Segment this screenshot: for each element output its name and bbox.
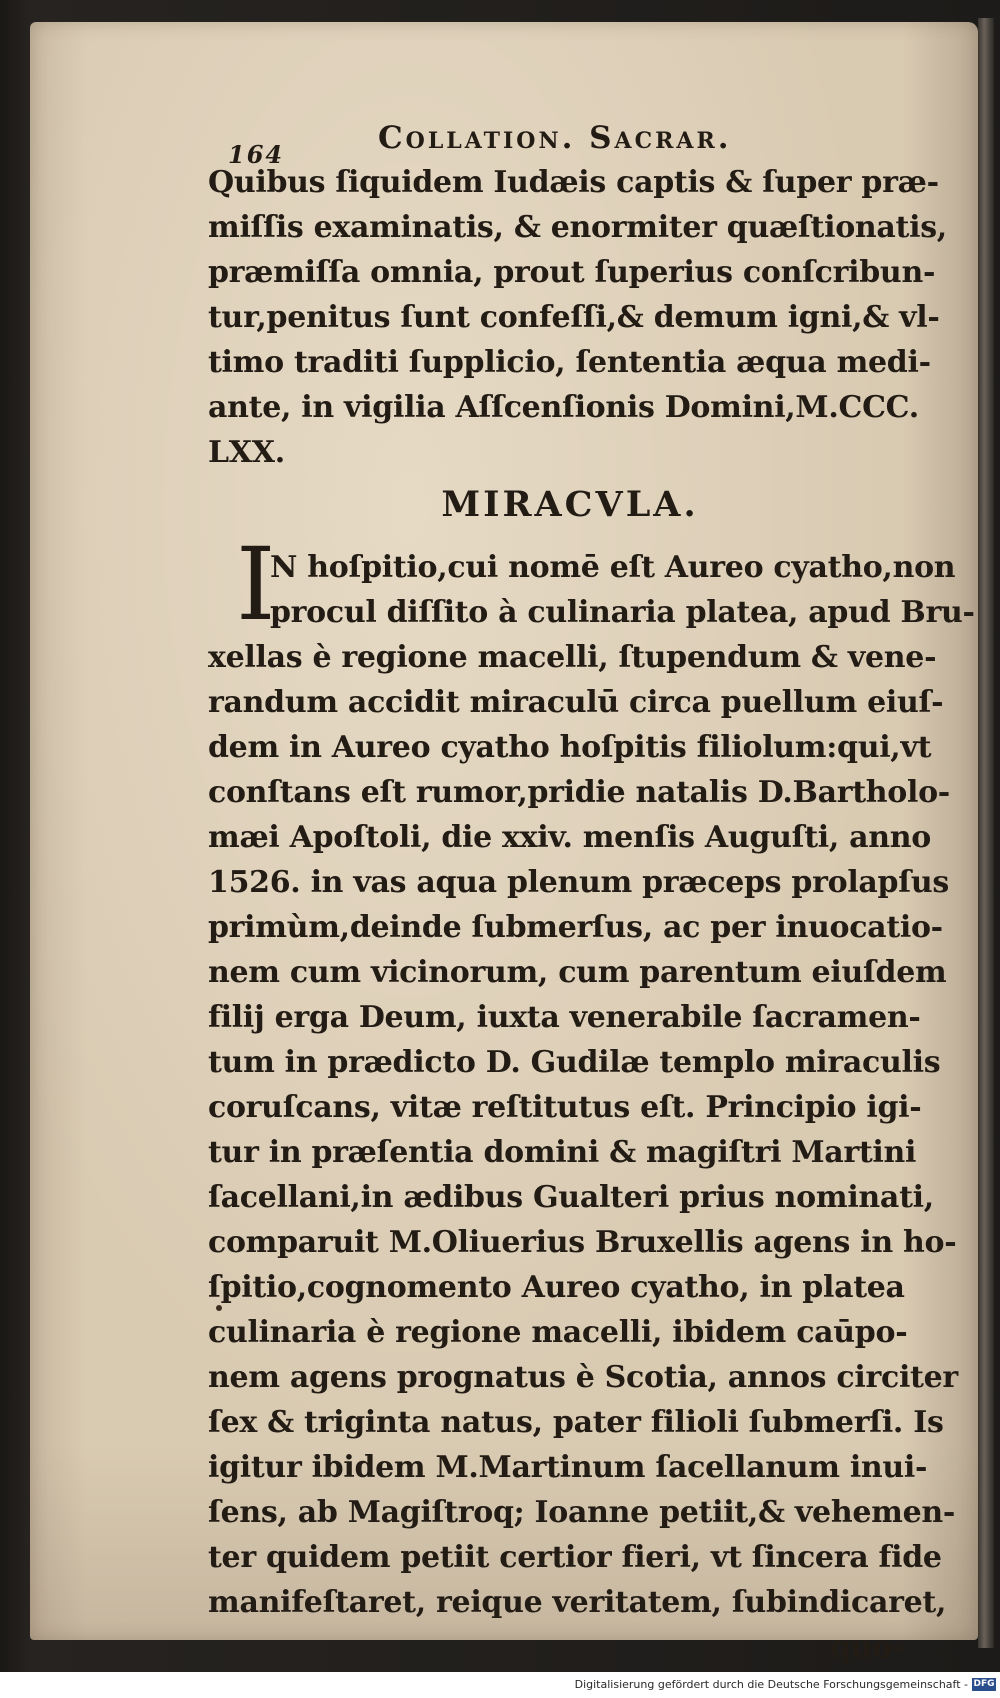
text-line: N hoſpitio,cui nomē eſt Aureo cyatho,non (270, 550, 956, 585)
text-line: nem agens prognatus è Scotia, annos circiter (208, 1360, 958, 1395)
margin-dot (216, 1305, 222, 1311)
text-line: ante, in vigilia Aſſcenſionis Domini,M.CCC. (208, 390, 919, 425)
text-line: comparuit M.Oliuerius Bruxellis agens in ho- (208, 1225, 957, 1260)
text-line: xellas è regione macelli, ſtupendum & vene- (208, 640, 937, 675)
text-line: ſens, ab Magiſtroq; Ioanne petiit,& vehemen- (208, 1495, 956, 1530)
text-line: Quibus ſiquidem Iudæis captis & ſuper præ- (208, 165, 939, 200)
text-line: procul diſſito à culinaria platea, apud Bru- (270, 595, 975, 630)
text-line: tur in præſentia domini & magiſtri Martini (208, 1135, 917, 1170)
text-line: manifeſtaret, reique veritatem, ſubindicaret, (208, 1585, 947, 1620)
text-line: præmiſſa omnia, prout ſuperius conſcribun- (208, 255, 936, 290)
text-line: coruſcans, vitæ reſtitutus eſt. Principio igi- (208, 1090, 922, 1125)
text-line: filij erga Deum, iuxta venerabile ſacramen- (208, 1000, 921, 1035)
paragraph-judaeis (208, 160, 947, 475)
footer-bar (0, 1672, 1000, 1698)
book-edge (978, 18, 994, 1648)
text-line: miſſis examinatis, & enormiter quæſtionatis, (208, 210, 947, 245)
text-line: randum accidit miraculū circa puellum eiuſ- (208, 685, 944, 720)
paragraph-miracula (208, 526, 975, 1670)
text-line: conſtans eſt rumor,pridie natalis D.Bartholo- (208, 775, 950, 810)
text-line: ſpitio,cognomento Aureo cyatho, in platea (208, 1270, 905, 1305)
running-head: Collation. Sacrar. (378, 120, 732, 156)
text-line: nem cum vicinorum, cum parentum eiuſdem (208, 955, 947, 990)
text-line: mæi Apoſtoli, die xxiv. menſis Auguſti, anno (208, 820, 932, 855)
text-line: ter quidem petiit certior fieri, vt ſincera fide (208, 1540, 942, 1575)
text-line: ſex & triginta natus, pater filioli ſubmerſi. Is (208, 1405, 944, 1440)
text-line: timo traditi ſupplicio, ſententia æqua medi- (208, 345, 931, 380)
text-line: igitur ibidem M.Martinum ſacellanum inui- (208, 1450, 928, 1485)
page-content (208, 118, 975, 1670)
text-line: LXX. (208, 435, 285, 470)
text-line: 1526. in vas aqua plenum præceps prolapſus (208, 865, 949, 900)
dfg-logo-icon: DFG (973, 1679, 995, 1689)
drop-cap: I (236, 526, 276, 643)
text-line: tur,penitus ſunt confeſſi,& demum igni,& vl- (208, 300, 940, 335)
page-number: 164 (228, 140, 285, 169)
funding-credit: Digitalisierung gefördert durch die Deutsche Forschungsgemeinschaft - (574, 1678, 968, 1691)
text-line: ſacellani,in ædibus Gualteri prius nominati, (208, 1180, 934, 1215)
text-line: primùm,deinde ſubmerſus, ac per inuocatio- (208, 910, 943, 945)
text-line: culinaria è regione macelli, ibidem caūpo- (208, 1315, 908, 1350)
text-line: tum in prædicto D. Gudilæ templo miraculis (208, 1045, 941, 1080)
catchword: quo- (829, 1630, 904, 1665)
section-title: MIRACVLA. (441, 484, 699, 525)
page-header (208, 118, 908, 169)
text-line: dem in Aureo cyatho hoſpitis filiolum:qui,vt (208, 730, 932, 765)
